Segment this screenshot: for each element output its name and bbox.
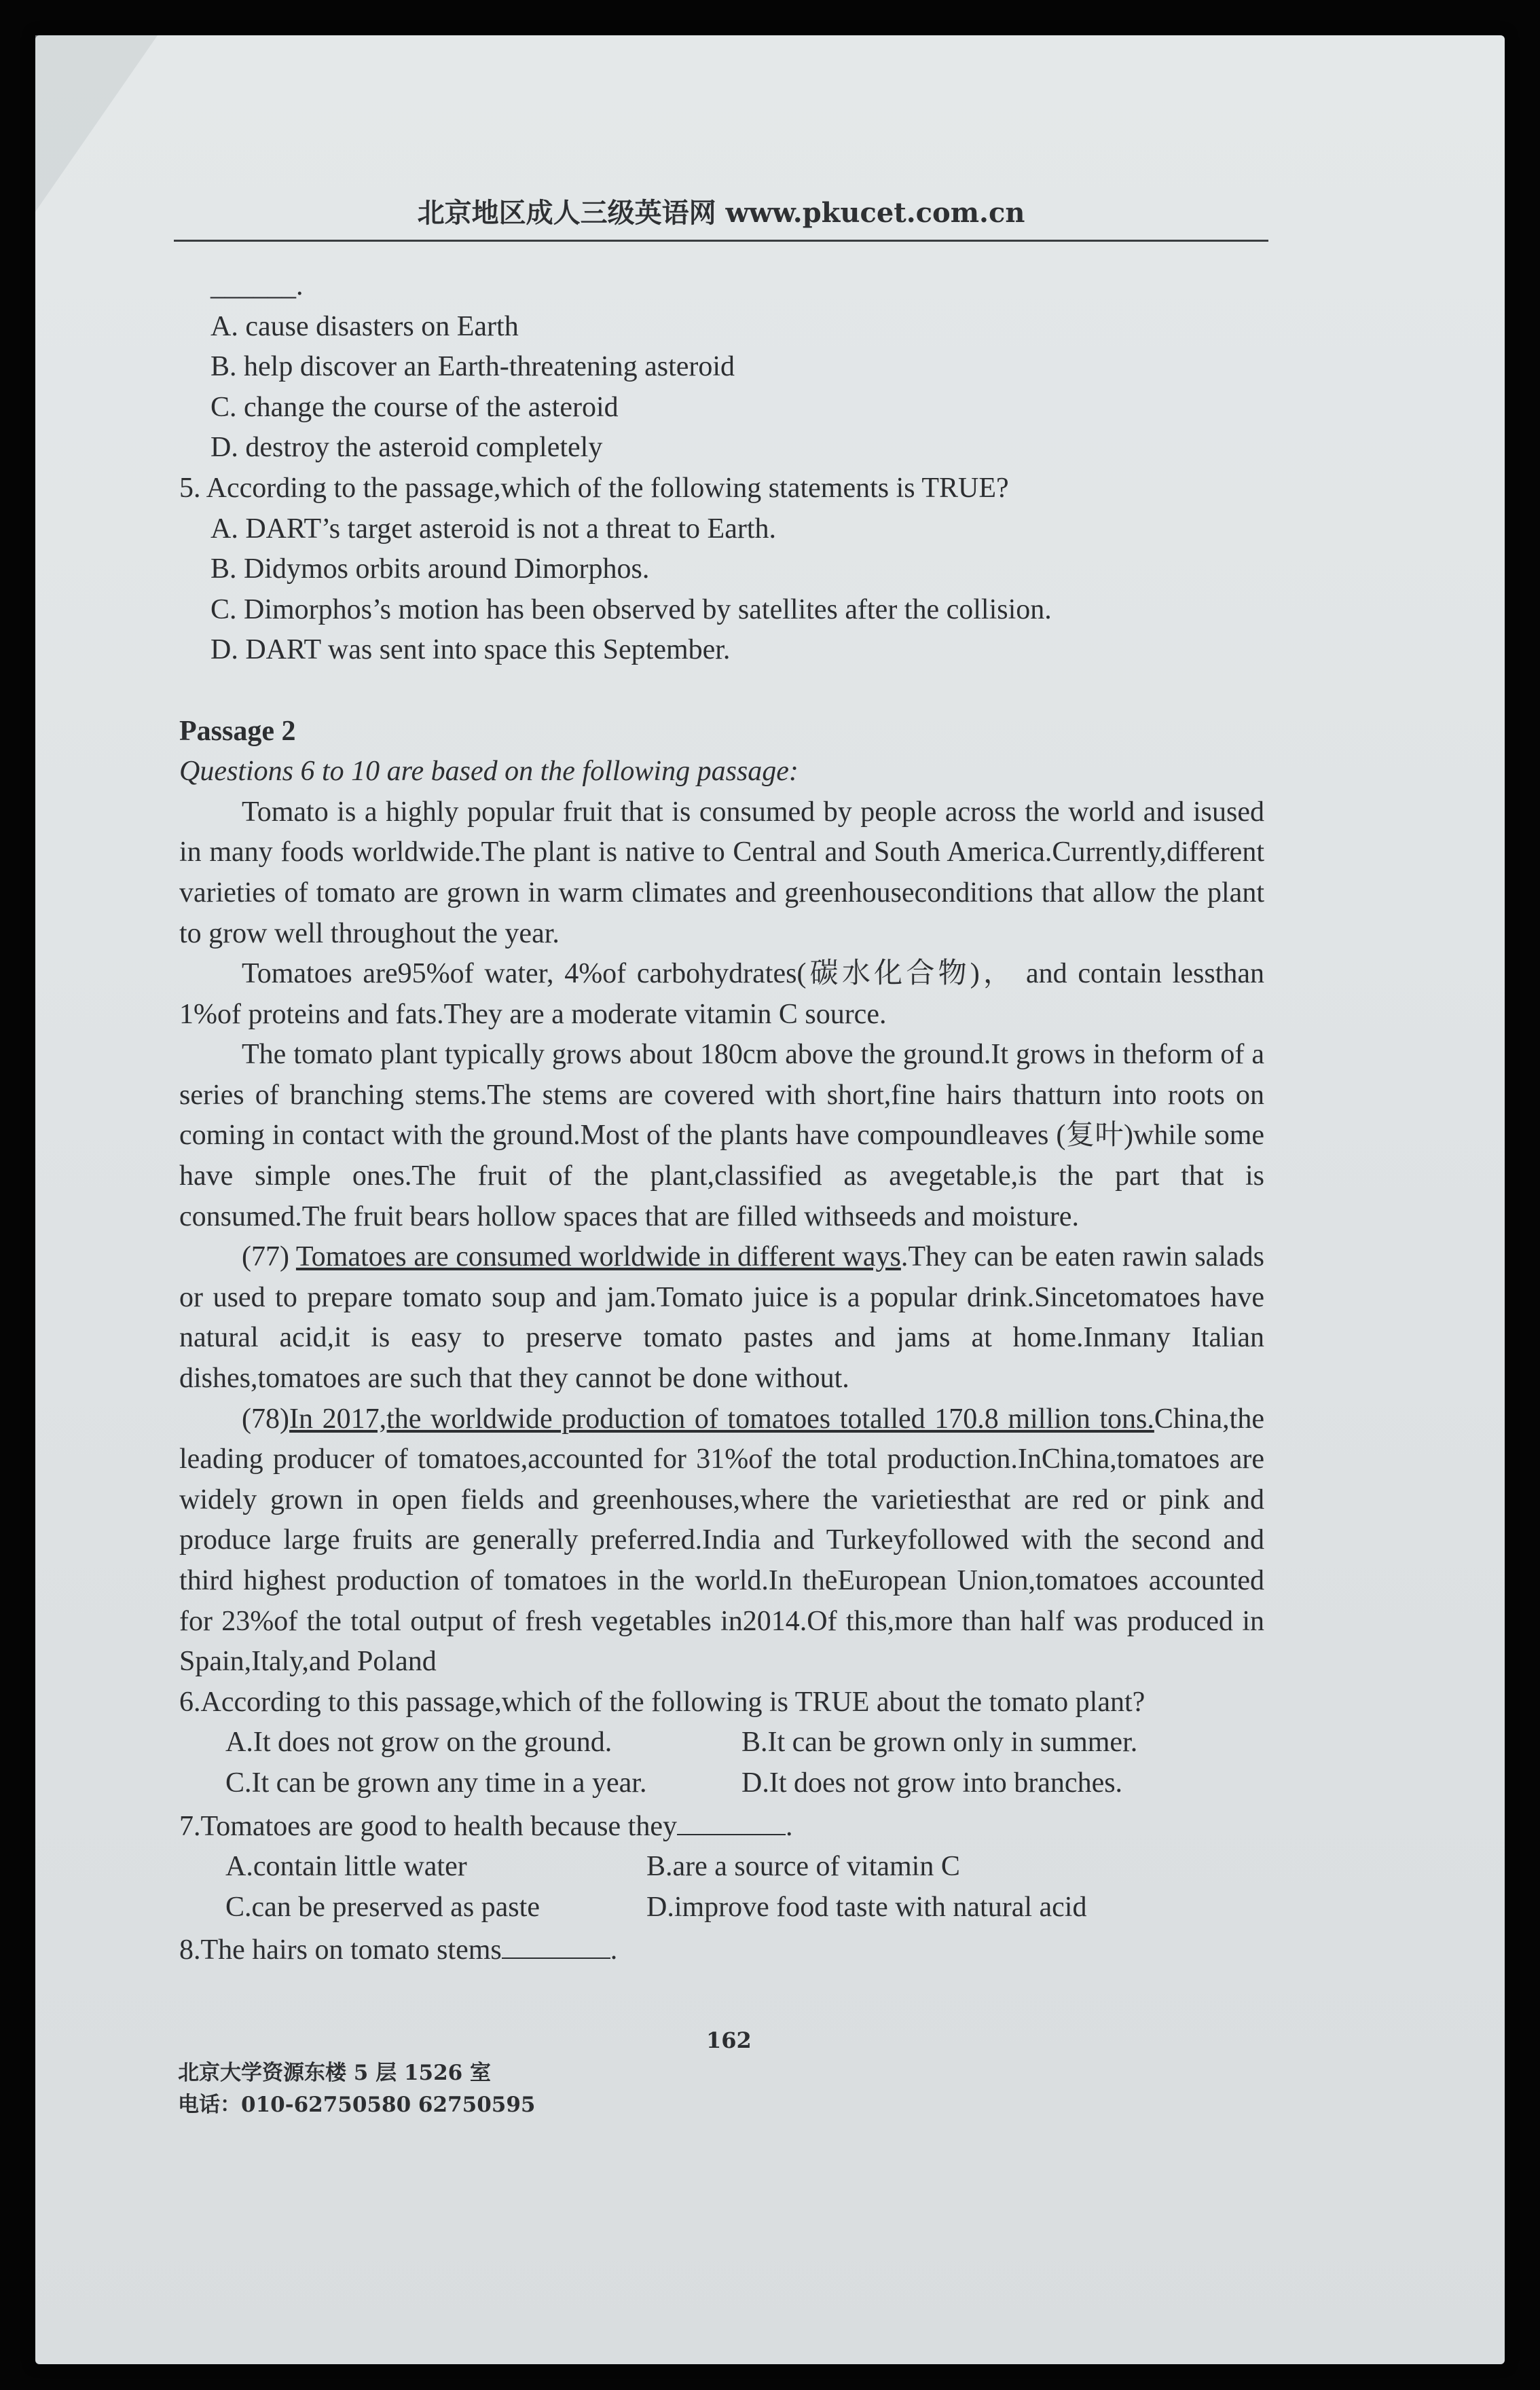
passage-title: Passage 2 [179, 715, 296, 747]
footer-address: 北京大学资源东楼 5 层 1526 室 [178, 2061, 492, 2085]
translation-sentence-78: In 2017,the worldwide production of tomatoes totalled 170.8 million tons. [289, 1403, 1154, 1435]
q4-option-d: D. destroy the asteroid completely [210, 432, 603, 464]
q5-option-b: B. Didymos orbits around Dimorphos. [210, 553, 650, 585]
q6-option-d: D.It does not grow into branches. [741, 1767, 1123, 1799]
paragraph-5-text: China,the leading producer of tomatoes,accounted for 31%of the total production.InChina,tomatoes are widely grown in open fields and greenhouses,where the varietiesthat are red or pink and produce large fruits are generally preferred.India and Turkeyfollowed with the second and third highest production of tomatoes in the world.In theEuropean Union,tomatoes accounted for 23%of the total output of fresh vegetables in2014.Of this,more than half was produced in Spain,Italy,and Poland [179, 1403, 1264, 1678]
translation-sentence-77: Tomatoes are consumed worldwide in different ways [295, 1241, 901, 1273]
paragraph-5 [179, 1399, 1264, 1683]
q8-stem-end: . [610, 1934, 618, 1966]
paragraph-1: Tomato is a highly popular fruit that is consumed by people across the world and isused in many foods worldwide.The plant is native to Central and South America.Currently,different varieties of tomato are grown in warm climates and greenhouseconditions that allow the plant to grow well throughout the year. [179, 796, 1264, 949]
q4-option-c: C. change the course of the asteroid [210, 391, 619, 423]
paragraph-4-number: (77) [242, 1241, 296, 1273]
q7-answer-blank [677, 1804, 786, 1835]
passage-intro: Questions 6 to 10 are based on the following passage: [179, 756, 799, 788]
page-header: 北京地区成人三级英语网 www.pkucet.com.cn [174, 191, 1268, 242]
q5-option-c: C. Dimorphos’s motion has been observed by satellites after the collision. [210, 593, 1052, 625]
page-number: 162 [706, 2027, 752, 2053]
q4-option-a: A. cause disasters on Earth [210, 310, 519, 342]
q6-options-row-1 [179, 1723, 1264, 1763]
paragraph-5-number: (78) [242, 1403, 289, 1435]
q4-stem-blank: ______. [210, 270, 304, 301]
q7-options-row-2 [179, 1888, 1264, 1928]
q7-option-c: C.can be preserved as paste [225, 1891, 540, 1923]
q7-option-b: B.are a source of vitamin C [646, 1851, 960, 1883]
q4-option-b: B. help discover an Earth-threatening asteroid [210, 351, 735, 383]
q7-stem-text: 7.Tomatoes are good to health because they [179, 1810, 677, 1842]
q8-answer-blank [502, 1928, 610, 1959]
footer-phone: 电话：010-62750580 62750595 [178, 2093, 536, 2117]
paragraph-4-text: .They can be eaten rawin salads or used to prepare tomato soup and jam.Tomato juice is a popular drink.Sincetomatoes have natural acid,it is easy to preserve tomato pastes and jams at home.Inmany Italian dishes,tomatoes are such that they cannot be done without. [179, 1241, 1264, 1395]
q8-stem [179, 1928, 1264, 1971]
q7-stem [179, 1804, 1264, 1847]
paragraph-2: Tomatoes are95%of water, 4%of carbohydrates(碳水化合物)， and contain lessthan 1%of proteins and fats.They are a moderate vitamin C source. [179, 958, 1264, 1030]
page-footer [178, 2057, 536, 2121]
paragraph-4 [179, 1237, 1264, 1399]
q7-option-d: D.improve food taste with natural acid [646, 1891, 1087, 1923]
q6-option-b: B.It can be grown only in summer. [741, 1727, 1138, 1759]
q5-option-d: D. DART was sent into space this September. [210, 634, 731, 666]
q7-options-row-1 [179, 1847, 1264, 1888]
q5-stem: 5. According to the passage,which of the following statements is TRUE? [179, 472, 1009, 504]
q6-stem: 6.According to this passage,which of the following is TRUE about the tomato plant? [179, 1686, 1145, 1718]
q8-stem-text: 8.The hairs on tomato stems [179, 1934, 502, 1966]
q6-option-a: A.It does not grow on the ground. [225, 1727, 612, 1759]
passage-body [179, 792, 1264, 1683]
page-content [179, 266, 1264, 1971]
q6-options-row-2 [179, 1763, 1264, 1804]
paragraph-3: The tomato plant typically grows about 180cm above the ground.It grows in theform of a series of branching stems.The stems are covered with short,fine hairs thatturn into roots on coming in contact with the ground.Most of the plants have compoundleaves (复叶)while some have simple ones.The fruit of the plant,classified as avegetable,is the part that is consumed.The fruit bears hollow spaces that are filled withseeds and moisture. [179, 1039, 1264, 1232]
q5-option-a: A. DART’s target asteroid is not a threat to Earth. [210, 513, 777, 545]
q6-option-c: C.It can be grown any time in a year. [225, 1767, 647, 1799]
q7-option-a: A.contain little water [225, 1851, 467, 1883]
page-fold-corner [35, 35, 158, 212]
q7-stem-end: . [785, 1810, 793, 1842]
